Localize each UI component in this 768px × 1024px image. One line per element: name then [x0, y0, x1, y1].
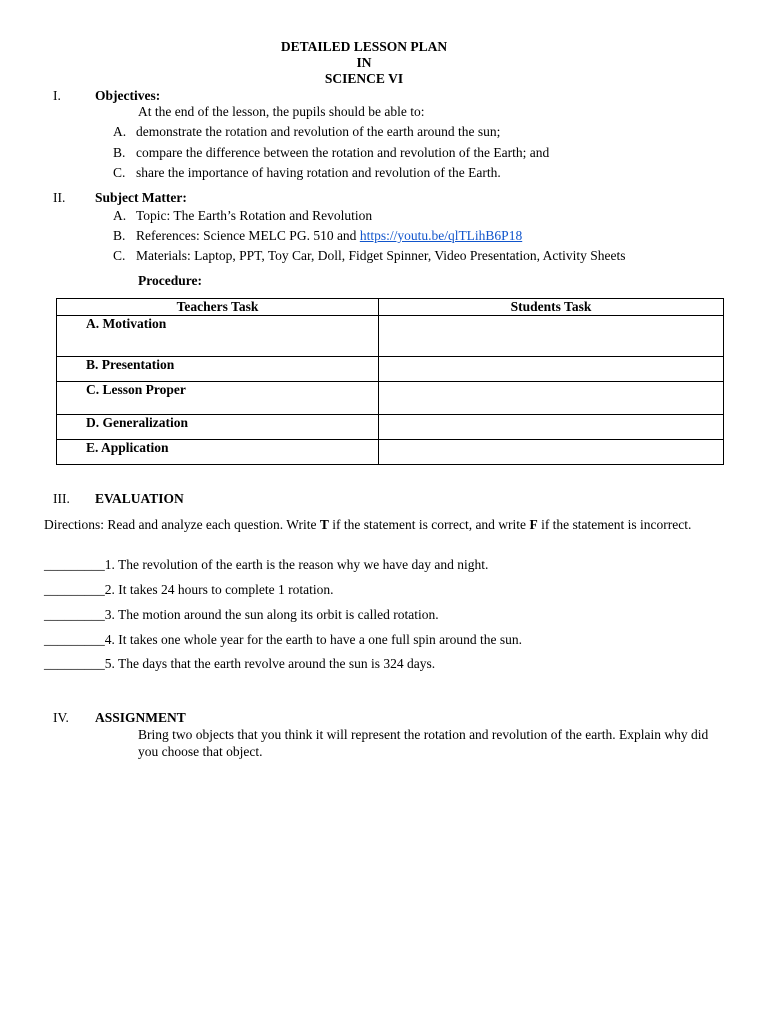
topic-letter: A.: [113, 208, 127, 223]
generalization-cell: D. Generalization: [57, 415, 379, 440]
objective-a-text: demonstrate the rotation and revolution of the earth around the sun;: [136, 124, 501, 139]
answer-blank[interactable]: _________: [44, 607, 105, 622]
question-text: 4. It takes one whole year for the earth to have a one full spin around the sun.: [104, 632, 522, 647]
question-text: 3. The motion around the sun along its orbit is called rotation.: [104, 607, 439, 622]
directions-text-3: if the statement is incorrect.: [537, 517, 692, 532]
procedure-heading: Procedure:: [138, 273, 202, 288]
directions-text-1: Directions: Read and analyze each question. Write: [44, 517, 320, 532]
answer-blank[interactable]: _________: [44, 632, 105, 647]
objectives-heading: Objectives:: [95, 88, 161, 103]
objectives-intro: At the end of the lesson, the pupils should be able to:: [138, 104, 425, 119]
document-title-line-1: DETAILED LESSON PLAN: [280, 39, 448, 54]
question-text: 2. It takes 24 hours to complete 1 rotation.: [104, 582, 334, 597]
directions-true-marker: T: [319, 517, 329, 532]
table-row: [57, 440, 724, 465]
directions-false-marker: F: [529, 517, 538, 532]
presentation-student-cell: [379, 357, 724, 382]
subject-matter-heading: Subject Matter:: [95, 190, 187, 205]
lesson-proper-cell: C. Lesson Proper: [57, 382, 379, 415]
objective-a-letter: A.: [113, 124, 127, 139]
table-row: [57, 316, 724, 357]
list-item: [44, 656, 435, 672]
objective-b-text: compare the difference between the rotation and revolution of the Earth; and: [136, 145, 550, 160]
answer-blank[interactable]: _________: [44, 582, 105, 597]
references-link[interactable]: https://youtu.be/qlTLihB6P18: [359, 228, 523, 243]
list-item: [44, 607, 439, 623]
procedure-table-header-row: [57, 299, 724, 316]
references-line: [136, 228, 522, 244]
table-row: [57, 415, 724, 440]
evaluation-numeral: III.: [53, 491, 70, 506]
references-letter: B.: [113, 228, 126, 243]
list-item: [44, 582, 333, 598]
document-title-line-3: SCIENCE VI: [324, 71, 404, 86]
assignment-numeral: IV.: [53, 710, 69, 725]
assignment-text: Bring two objects that you think it will represent the rotation and revolution of the earth. Explain why did you choose that object.: [138, 727, 709, 759]
objective-c-letter: C.: [113, 165, 126, 180]
table-row: [57, 357, 724, 382]
answer-blank[interactable]: _________: [44, 557, 105, 572]
subject-matter-numeral: II.: [53, 190, 66, 205]
question-text: 1. The revolution of the earth is the reason why we have day and night.: [104, 557, 489, 572]
generalization-student-cell: [379, 415, 724, 440]
answer-blank[interactable]: _________: [44, 656, 105, 671]
motivation-student-cell: [379, 316, 724, 357]
procedure-table: [56, 298, 724, 465]
presentation-cell: B. Presentation: [57, 357, 379, 382]
lesson-proper-student-cell: [379, 382, 724, 415]
application-cell: E. Application: [57, 440, 379, 465]
objective-b-letter: B.: [113, 145, 126, 160]
objective-c-text: share the importance of having rotation and revolution of the Earth.: [136, 165, 501, 180]
table-row: [57, 382, 724, 415]
topic-text: Topic: The Earth’s Rotation and Revolution: [136, 208, 373, 223]
teachers-task-header: Teachers Task: [57, 299, 379, 316]
materials-letter: C.: [113, 248, 126, 263]
evaluation-directions: [44, 516, 724, 533]
references-text: References: Science MELC PG. 510 and: [136, 228, 360, 243]
document-title-line-2: IN: [356, 55, 372, 70]
question-text: 5. The days that the earth revolve around the sun is 324 days.: [104, 656, 436, 671]
list-item: [44, 632, 522, 648]
assignment-heading: ASSIGNMENT: [95, 710, 186, 725]
objectives-numeral: I.: [53, 88, 61, 103]
directions-text-2: if the statement is correct, and write: [328, 517, 530, 532]
materials-text: Materials: Laptop, PPT, Toy Car, Doll, Fidget Spinner, Video Presentation, Activity Sheets: [136, 248, 626, 263]
evaluation-heading: EVALUATION: [95, 491, 184, 506]
students-task-header: Students Task: [379, 299, 724, 316]
motivation-cell: A. Motivation: [57, 316, 379, 357]
list-item: [44, 557, 488, 573]
application-student-cell: [379, 440, 724, 465]
